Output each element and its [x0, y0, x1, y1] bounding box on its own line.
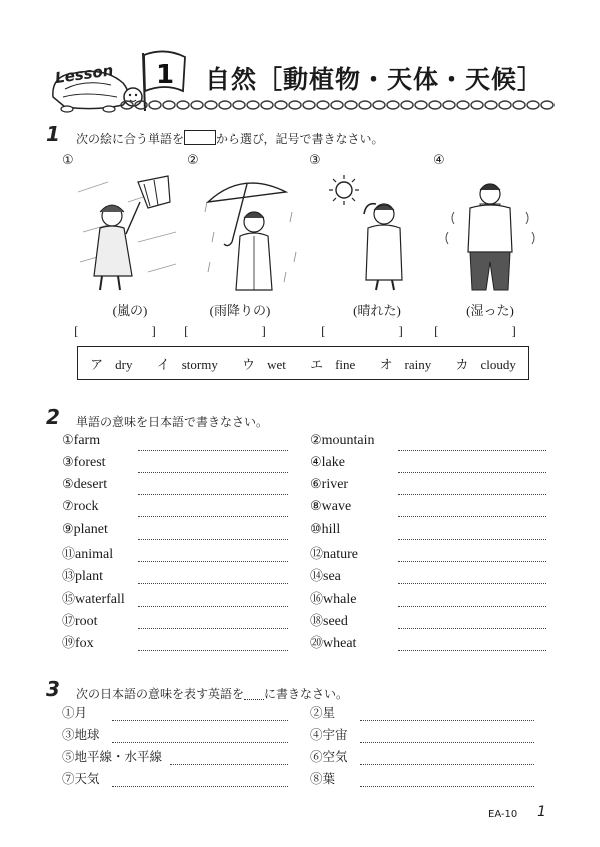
vocab-number: ⑦ — [62, 498, 74, 513]
jp-answer-line-5[interactable] — [170, 763, 288, 765]
picture-number-4: ④ — [433, 153, 445, 168]
vocab-word: wave — [321, 499, 352, 514]
jp-word: 葉 — [322, 772, 336, 786]
jp-answer-line-1[interactable] — [112, 719, 288, 721]
vocab-number: ⑮ — [62, 591, 76, 606]
picture-caption-2: (雨降りの) — [209, 303, 271, 318]
vocab-number: ⑯ — [310, 591, 324, 606]
vocab-item-9 — [62, 521, 108, 538]
section1-instruction-post: から選び，記号で書きなさい。 — [216, 132, 384, 146]
page-number: 1 — [537, 804, 546, 820]
vocab-item-20 — [310, 632, 356, 652]
answer-line-3[interactable] — [138, 471, 288, 473]
vocab-number: ⑪ — [62, 546, 76, 561]
section1-instruction — [76, 130, 384, 147]
vocab-word: animal — [75, 547, 114, 562]
jp-item-8 — [310, 769, 335, 787]
jp-number: ③ — [62, 728, 75, 742]
jp-word: 宇宙 — [322, 728, 348, 742]
vocab-word: root — [75, 614, 98, 629]
jp-item-4 — [310, 725, 348, 743]
choice-word: wet — [267, 356, 286, 372]
footer-code: EA-10 — [488, 809, 518, 820]
vocab-number: ⑳ — [310, 635, 324, 650]
choice-word: stormy — [181, 356, 218, 372]
choices-box — [77, 346, 529, 380]
answer-line-1[interactable] — [138, 449, 288, 451]
jp-word: 地平線・水平線 — [74, 750, 163, 764]
choice-word: dry — [115, 356, 133, 372]
choice-e — [310, 354, 355, 373]
choice-o — [380, 354, 432, 373]
jp-number: ⑧ — [310, 772, 323, 786]
answer-line-7[interactable] — [138, 515, 288, 517]
vocab-item-11 — [62, 543, 113, 563]
choice-word: rainy — [404, 356, 432, 372]
jp-number: ① — [62, 706, 75, 720]
vocab-item-12 — [310, 543, 358, 563]
vocab-number: ⑫ — [310, 546, 324, 561]
jp-item-5 — [62, 747, 162, 765]
vocab-item-5 — [62, 476, 107, 493]
picture-caption-1: (嵐の) — [112, 303, 148, 318]
jp-item-1 — [62, 703, 87, 721]
vocab-number: ⑩ — [310, 521, 322, 536]
vocab-word: plant — [75, 569, 104, 584]
choice-key: エ — [310, 356, 324, 372]
jp-word: 星 — [322, 706, 336, 720]
picture-number-3: ③ — [309, 153, 321, 168]
vocab-item-7 — [62, 498, 99, 515]
jp-number: ⑤ — [62, 750, 75, 764]
answer-line-18[interactable] — [398, 627, 546, 629]
choice-a — [90, 354, 132, 373]
vocab-number: ⑬ — [62, 568, 76, 583]
jp-answer-line-3[interactable] — [112, 741, 288, 743]
stormy-illustration — [78, 172, 178, 292]
jp-item-7 — [62, 769, 100, 787]
choice-key: カ — [455, 356, 469, 372]
answer-line-12[interactable] — [398, 560, 546, 562]
jp-number: ⑦ — [62, 772, 75, 786]
vocab-number: ⑨ — [62, 521, 74, 536]
vocab-number: ⑧ — [310, 498, 322, 513]
vocab-item-10 — [310, 521, 340, 538]
lesson-number: 1 — [156, 60, 175, 90]
answer-line-10[interactable] — [398, 538, 546, 540]
jp-word: 月 — [74, 706, 88, 720]
choice-ka — [455, 354, 515, 373]
answer-line-8[interactable] — [398, 515, 546, 517]
vocab-number: ② — [310, 432, 322, 447]
vocab-word: fox — [75, 636, 94, 651]
vocab-word: planet — [73, 522, 108, 537]
choice-word: fine — [335, 356, 356, 372]
choice-key: ア — [90, 356, 104, 372]
answer-bracket-1[interactable]: [ ] — [74, 323, 186, 338]
answer-line-16[interactable] — [398, 605, 546, 607]
vocab-number: ④ — [310, 454, 322, 469]
vocab-item-17 — [62, 610, 98, 630]
jp-answer-line-8[interactable] — [360, 785, 534, 787]
choice-word: cloudy — [480, 356, 516, 372]
jp-item-2 — [310, 703, 335, 721]
answer-line-14[interactable] — [398, 582, 546, 584]
answer-line-15[interactable] — [138, 605, 288, 607]
answer-bracket-3[interactable]: [ ] — [321, 323, 433, 338]
vocab-word: hill — [321, 522, 341, 537]
jp-number: ④ — [310, 728, 323, 742]
vocab-item-13 — [62, 565, 103, 585]
logo-text: Lesson — [53, 61, 115, 88]
choice-key: オ — [379, 356, 393, 372]
vocab-word: desert — [73, 477, 108, 492]
page-title: 自然［動植物・天体・天候］ — [205, 65, 544, 94]
section3-number: 3 — [46, 677, 60, 701]
answer-line-20[interactable] — [398, 649, 546, 651]
vocab-word: mountain — [321, 433, 375, 448]
vocab-item-2 — [310, 432, 375, 449]
jp-word: 地球 — [74, 728, 100, 742]
section3-instruction — [76, 685, 348, 702]
answer-line-4[interactable] — [398, 471, 546, 473]
vocab-number: ③ — [62, 454, 74, 469]
vocab-item-8 — [310, 498, 351, 515]
jp-word: 天気 — [74, 772, 100, 786]
picture-number-1: ① — [62, 153, 74, 168]
choice-key: ウ — [242, 356, 256, 372]
vocab-word: seed — [323, 614, 348, 629]
vocab-number: ⑥ — [310, 476, 322, 491]
dotted-line-marker — [244, 687, 264, 700]
vocab-word: nature — [323, 547, 358, 562]
picture-number-2: ② — [187, 153, 199, 168]
jp-answer-line-4[interactable] — [360, 741, 534, 743]
vocab-word: wheat — [323, 636, 357, 651]
vocab-number: ⑰ — [62, 613, 76, 628]
jp-number: ⑥ — [310, 750, 323, 764]
vocab-item-15 — [62, 588, 125, 608]
jp-answer-line-2[interactable] — [360, 719, 534, 721]
choice-key: イ — [156, 356, 170, 372]
vocab-word: sea — [323, 569, 341, 584]
humid-illustration — [440, 172, 540, 292]
answer-bracket-4[interactable]: [ ] — [434, 323, 546, 338]
vocab-word: forest — [73, 455, 106, 470]
answer-box-marker — [184, 130, 216, 145]
jp-answer-line-7[interactable] — [112, 785, 288, 787]
section3-instruction-post: に書きなさい。 — [264, 687, 349, 701]
picture-caption-4: (湿った) — [466, 303, 514, 318]
vocab-item-6 — [310, 476, 348, 493]
vocab-word: lake — [321, 455, 345, 470]
vocab-item-18 — [310, 610, 348, 630]
vocab-item-4 — [310, 454, 345, 471]
choice-u — [242, 354, 286, 373]
answer-line-5[interactable] — [138, 493, 288, 495]
vocab-number: ⑲ — [62, 635, 76, 650]
vocab-word: farm — [73, 433, 101, 448]
jp-answer-line-6[interactable] — [360, 763, 534, 765]
header-chain-border — [120, 98, 555, 112]
vocab-number: ⑤ — [62, 476, 74, 491]
answer-line-19[interactable] — [138, 649, 288, 651]
answer-line-2[interactable] — [398, 449, 546, 451]
answer-line-17[interactable] — [138, 627, 288, 629]
vocab-number: ① — [62, 432, 74, 447]
jp-item-3 — [62, 725, 100, 743]
section1-number: 1 — [46, 122, 60, 146]
sunny-illustration — [318, 172, 418, 292]
vocab-item-16 — [310, 588, 356, 608]
section3-instruction-pre: 次の日本語の意味を表す英語を — [76, 687, 245, 701]
vocab-number: ⑭ — [310, 568, 324, 583]
vocab-item-3 — [62, 454, 106, 471]
section2-instruction: 単語の意味を日本語で書きなさい。 — [76, 415, 269, 429]
choice-i — [157, 354, 218, 373]
picture-caption-3: (晴れた) — [353, 303, 401, 318]
answer-bracket-2[interactable]: [ ] — [184, 323, 296, 338]
jp-number: ② — [310, 706, 323, 720]
vocab-word: whale — [323, 592, 357, 607]
vocab-number: ⑱ — [310, 613, 324, 628]
answer-line-9[interactable] — [138, 538, 288, 540]
vocab-item-19 — [62, 632, 94, 652]
vocab-word: river — [321, 477, 349, 492]
vocab-item-14 — [310, 565, 341, 585]
vocab-item-1 — [62, 432, 100, 449]
vocab-word: rock — [73, 499, 99, 514]
vocab-word: waterfall — [75, 592, 125, 607]
jp-item-6 — [310, 747, 348, 765]
answer-line-13[interactable] — [138, 582, 288, 584]
answer-line-6[interactable] — [398, 493, 546, 495]
jp-word: 空気 — [322, 750, 348, 764]
section2-number: 2 — [46, 405, 60, 429]
section1-instruction-pre: 次の絵に合う単語を — [76, 132, 185, 146]
rainy-illustration — [202, 172, 302, 292]
answer-line-11[interactable] — [138, 560, 288, 562]
